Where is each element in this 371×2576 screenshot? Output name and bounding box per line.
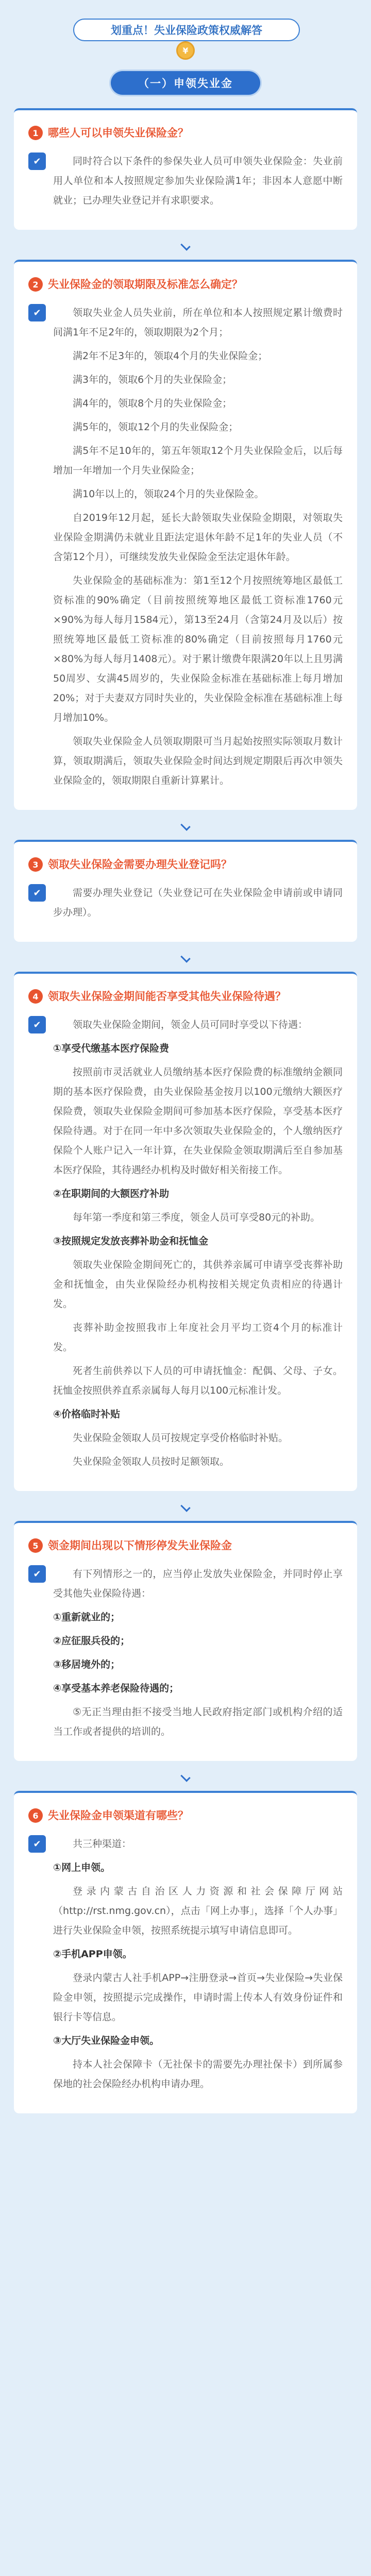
answer-paragraph: 失业保险金的基础标准为：第1至12个月按照统筹地区最低工资标准的90%确定（目前按照统筹地区最低工资标准1760元×90%为每人每月1584元），第13至24月（含第24月及以后）按照统筹地区最低工资标准的80%确定（目前按照每月1760元×80%为每人每月1408元）。对于累计缴费年限满20年以上且男满50周岁、女满45周岁的，失业保险金标准在基础标准上每月增加20%；对于夫妻双方同时失业的，失业保险金标准在基础标准上每月增加10%。: [53, 575, 343, 723]
answer-paragraph: 满5年不足10年的，第五年领取12个月失业保险金后，以后每增加一年增加一个月失业保险金；: [53, 445, 343, 476]
answer-row: [28, 1564, 343, 1745]
answer-subheading: ②应征服兵役的；: [53, 1635, 130, 1647]
medal-icon: [176, 41, 195, 63]
faq-list: [14, 108, 357, 2113]
answer-paragraph: 持本人社会保障卡（无社保卡的需要先办理社保卡）到所属参保地的社会保险经办机构申请办理。: [53, 2059, 343, 2090]
answer-paragraph: 自2019年12月起，延长大龄领取失业保险金期限，对领取失业保险金期满仍未就业且距法定退休年龄不足1年的失业人员（不含第12个月），可继续发放失业保险金至法定退休年龄。: [53, 512, 343, 563]
answer-paragraph: 失业保险金领取人员可按规定享受价格临时补贴。: [73, 1432, 289, 1444]
question-text: 领取失业保险金需要办理失业登记吗？: [48, 858, 232, 871]
faq-card: [14, 840, 357, 942]
answer-paragraph: 领取失业金人员失业前，所在单位和本人按照规定累计缴费时间满1年不足2年的，领取期限为2个月；: [53, 307, 343, 338]
question-number-badge: 5: [28, 1538, 43, 1553]
answer-icon: ✔: [28, 884, 46, 902]
answer-subheading: ③大厅失业保险金申领。: [53, 2035, 160, 2046]
question-row: [28, 855, 343, 874]
page-title: 划重点！失业保险政策权威解答: [73, 19, 300, 41]
answer-subheading: ③按照规定发放丧葬补助金和抚恤金: [53, 1235, 209, 1247]
answer-paragraph: 领取失业保险金人员领取期限可当月起始按照实际领取月数计算，领取期满后，领取失业保险金时间达到规定期限后再次申领失业保险金的，领取期限自重新计算累计。: [53, 736, 343, 786]
question-text: 失业保险金的领取期限及标准怎么确定？: [48, 278, 243, 291]
answer-row: [28, 883, 343, 926]
question-text: 领金期间出现以下情形停发失业保险金: [48, 1539, 232, 1552]
answer-row: [28, 1834, 343, 2098]
answer-paragraph: 每年第一季度和第三季度，领金人员可享受80元的补助。: [73, 1212, 321, 1223]
question-text: 哪些人可以申领失业保险金？: [48, 127, 189, 139]
answer-paragraph: 满2年不足3年的，领取4个月的失业保险金；: [73, 350, 268, 362]
title-banner: [14, 8, 357, 56]
answer-paragraph: 满4年的，领取8个月的失业保险金；: [73, 398, 232, 409]
medal-symbol: ¥: [176, 41, 195, 60]
answer-subheading: ②手机APP申领。: [53, 1948, 132, 1960]
answer-paragraph: 登录内蒙古自治区人力资源和社会保障厅网站（http://rst.nmg.gov.cn），点击「网上办事」，选择「个人办事」进行失业保险金申领，按照系统提示填写申请信息即可。: [53, 1886, 343, 1936]
answer-body: [53, 1015, 343, 1476]
down-arrow-icon: [14, 816, 357, 840]
answer-subheading: ①网上申领。: [53, 1862, 111, 1873]
answer-paragraph: 领取失业保险金期间死亡的，其供养亲属可申请享受丧葬补助金和抚恤金，由失业保险经办机构按相关规定负责相应的待遇计发。: [53, 1259, 343, 1310]
answer-paragraph: 共三种渠道：: [73, 1838, 132, 1850]
question-row: [28, 987, 343, 1006]
answer-paragraph: ⑤无正当理由拒不接受当地人民政府指定部门或机构介绍的适当工作或者提供的培训的。: [53, 1706, 343, 1737]
answer-icon: ✔: [28, 1016, 46, 1033]
answer-paragraph: 满5年的，领取12个月的失业保险金；: [73, 421, 239, 433]
question-row: [28, 1806, 343, 1825]
faq-card: [14, 1791, 357, 2113]
faq-card: [14, 108, 357, 230]
question-number-badge: 6: [28, 1808, 43, 1823]
answer-icon: ✔: [28, 152, 46, 170]
question-row: [28, 275, 343, 294]
answer-row: [28, 303, 343, 794]
answer-paragraph: 领取失业保险金期间，领金人员可同时享受以下待遇：: [73, 1019, 308, 1030]
answer-paragraph: 失业保险金领取人员按时足额领取。: [73, 1456, 230, 1467]
answer-subheading: ④价格临时补贴: [53, 1409, 121, 1420]
faq-card: [14, 1521, 357, 1761]
answer-paragraph: 同时符合以下条件的参保失业人员可申领失业保险金：失业前用人单位和本人按照规定参加失业保险满1年；非因本人意愿中断就业；已办理失业登记并有求职要求。: [53, 156, 343, 206]
answer-subheading: ③移居境外的；: [53, 1659, 121, 1670]
answer-paragraph: 死者生前供养以下人员的可申请抚恤金：配偶、父母、子女。抚恤金按照供养直系亲属每人每月以100元标准计发。: [53, 1365, 343, 1396]
question-number-badge: 3: [28, 857, 43, 872]
answer-subheading: ①重新就业的；: [53, 1612, 121, 1623]
answer-body: [53, 883, 343, 926]
answer-icon: ✔: [28, 304, 46, 321]
down-arrow-icon: [14, 1767, 357, 1791]
answer-subheading: ②在职期间的大额医疗补助: [53, 1188, 170, 1199]
section-title: （一）申领失业金: [111, 71, 260, 95]
question-row: [28, 124, 343, 142]
answer-paragraph: 满10年以上的，领取24个月的失业保险金。: [73, 488, 264, 500]
answer-paragraph: 满3年的，领取6个月的失业保险金；: [73, 374, 232, 385]
down-arrow-icon: [14, 1497, 357, 1521]
answer-subheading: ④享受基本养老保险待遇的；: [53, 1683, 179, 1694]
answer-paragraph: 丧葬补助金按照我市上年度社会月平均工资4个月的标准计发。: [53, 1322, 343, 1353]
question-text: 领取失业保险金期间能否享受其他失业保险待遇？: [48, 990, 286, 1003]
answer-body: [53, 1564, 343, 1745]
down-arrow-icon: [14, 948, 357, 972]
answer-subheading: ①享受代缴基本医疗保险费: [53, 1043, 170, 1054]
question-number-badge: 4: [28, 989, 43, 1004]
answer-body: [53, 303, 343, 794]
question-row: [28, 1536, 343, 1555]
answer-paragraph: 有下列情形之一的，应当停止发放失业保险金，并同时停止享受其他失业保险待遇：: [53, 1568, 343, 1599]
answer-paragraph: 登录内蒙古人社手机APP→注册登录→首页→失业保险→失业保险金申领，按照提示完成操作，申请时需上传本人有效身份证件和银行卡等信息。: [53, 1972, 343, 2023]
answer-body: [53, 151, 343, 214]
question-number-badge: 1: [28, 126, 43, 140]
down-arrow-icon: [14, 236, 357, 260]
answer-paragraph: 按照前市灵活就业人员缴纳基本医疗保险费的标准缴纳金额同期的基本医疗保险费，由失业保险基金按月以100元缴纳大额医疗保险费，领取失业保险金期间可参加基本医疗保险，享受基本医疗保险待遇。对于在同一年中多次领取失业保险金的，个人缴纳医疗保险个人账户记入一年计算，在失业保险金领取期满后至自参加基本医疗保险，其待遇经办机构及时做好相关衔接工作。: [53, 1066, 343, 1176]
answer-row: [28, 1015, 343, 1476]
answer-body: [53, 1834, 343, 2098]
answer-icon: ✔: [28, 1835, 46, 1853]
faq-card: [14, 972, 357, 1491]
answer-row: [28, 151, 343, 214]
answer-paragraph: 需要办理失业登记（失业登记可在失业保险金申请前或申请同步办理）。: [53, 887, 343, 918]
faq-card: [14, 260, 357, 810]
answer-icon: ✔: [28, 1565, 46, 1583]
question-text: 失业保险金申领渠道有哪些？: [48, 1809, 189, 1822]
question-number-badge: 2: [28, 277, 43, 292]
